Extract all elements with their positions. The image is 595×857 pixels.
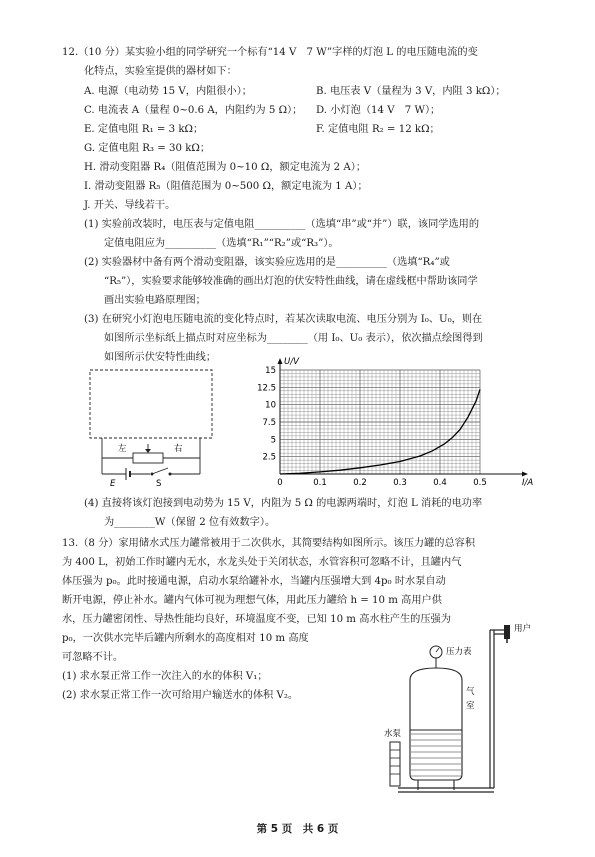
y-tick-label: 7.5 <box>262 418 276 428</box>
y-axis-arrow <box>278 358 283 364</box>
equip-d: D. 小灯泡（14 V 7 W）； <box>316 105 441 116</box>
x-tick-label: 0.1 <box>313 478 327 488</box>
q13-part2: (2) 求水泵正常工作一次可给用户输送水的体积 V₂。 <box>62 690 299 701</box>
x-axis-arrow <box>522 472 528 477</box>
equip-c: C. 电流表 A（量程 0~0.6 A，内阻约为 5 Ω）； <box>84 105 303 116</box>
ui-curve-chart <box>250 354 550 494</box>
x-tick-label: 0.2 <box>353 478 367 488</box>
equip-f: F. 定值电阻 R₂ = 12 kΩ； <box>316 124 440 135</box>
equip-b: B. 电压表 V（量程为 3 V，内阻 3 kΩ）； <box>316 86 506 97</box>
y-tick-label: 15 <box>265 366 276 376</box>
q12-stem-line2: 化特点，实验室提供的器材如下： <box>84 66 237 77</box>
tank-body <box>410 668 462 780</box>
switch-symbol <box>152 468 168 474</box>
q13-line4: 断开电源，停止补水。罐内气体可视为理想气体，用此压力罐给 h = 10 m 高用户供 <box>62 595 442 606</box>
q13-line3: 体压强为 p₀。此时接通电源，启动水泵给罐补水，当罐内压强增大到 4p₀ 时水泵自动 <box>62 576 446 587</box>
q13-line6: p₀，一次供水完毕后罐内所剩水的高度相对 10 m 高度 <box>62 633 309 644</box>
q13-line5: 水，压力罐密闭性、导热性能均良好，环境温度不变，已知 10 m 高水柱产生的压强为 <box>62 614 451 625</box>
equip-j: J. 开关、导线若干。 <box>84 200 176 211</box>
page-footer: 第 5 页 共 6 页 <box>256 823 339 835</box>
q12-part4-line1: (4) 直接将该灯泡接到电动势为 15 V，内阻为 5 Ω 的电源两端时，灯泡 L 消耗的电功率 <box>84 498 483 509</box>
q12-part3-line3: 如图所示伏安特性曲线； <box>104 352 217 363</box>
equip-g: G. 定值电阻 R₃ = 30 kΩ； <box>84 143 211 154</box>
faucet-icon <box>504 625 510 639</box>
label-air-1: 气 <box>466 687 475 697</box>
label-left: 左 <box>118 444 127 454</box>
label-right: 右 <box>174 444 183 454</box>
equip-i: I. 滑动变阻器 R₅（阻值范围为 0~500 Ω，额定电流为 1 A）； <box>84 181 368 192</box>
rheostat-symbol <box>133 453 163 463</box>
y-tick-label: 12.5 <box>257 383 276 394</box>
label-air-2: 室 <box>466 701 475 711</box>
x-tick-label: 0.4 <box>433 478 447 488</box>
y-axis-label: U/V <box>284 357 299 367</box>
pump-icon <box>390 742 400 786</box>
label-e: E <box>110 479 116 488</box>
q12-part1-line1: (1) 实验前改装时，电压表与定值电阻__________（选填“串”或“并”）联，该同学选用的 <box>84 219 480 230</box>
x-tick-label: 0 <box>277 478 283 488</box>
q12-part2-line3: 画出实验电路原理图； <box>104 295 206 306</box>
q12-part2-line1: (2) 实验器材中备有两个滑动变阻器，该实验应选用的是__________（选填“R₄”或 <box>84 257 450 268</box>
pressure-tank-diagram <box>384 622 544 802</box>
y-tick-label: 5 <box>270 435 276 446</box>
q12-part3-line2: 如图所示坐标纸上描点时对应坐标为________（用 I₀、U₀ 表示），依次描点绘图得到 <box>104 333 483 344</box>
q12-part1-line2: 定值电阻应为__________（选填“R₁”“R₂”或“R₃”）。 <box>104 238 339 249</box>
label-pump: 水泵 <box>384 729 402 739</box>
label-user: 用户 <box>514 624 532 634</box>
q12-part2-line2: “R₅”），实验要求能够较准确的画出灯泡的伏安特性曲线，请在虚线框中帮助该同学 <box>104 276 478 287</box>
circuit-diagram <box>88 368 238 488</box>
x-axis-label: I/A <box>522 478 534 488</box>
label-gauge: 压力表 <box>446 647 472 657</box>
q13-line2: 为 400 L，初始工作时罐内无水，水龙头处于关闭状态，水管容积可忽略不计，且罐内气 <box>62 557 462 568</box>
q12-stem-line1: 12.（10 分）某实验小组的同学研究一个标有“14 V 7 W”字样的灯泡 L 的电压随电流的变 <box>62 47 478 58</box>
equip-e: E. 定值电阻 R₁ = 3 kΩ； <box>84 124 204 135</box>
q12-part4-line2: 为________W（保留 2 位有效数字）。 <box>104 517 276 528</box>
circuit-dashed-box <box>90 370 212 438</box>
q13-part1: (1) 求水泵正常工作一次注入的水的体积 V₁； <box>62 671 268 682</box>
x-tick-label: 0.3 <box>393 478 407 488</box>
equip-h: H. 滑动变阻器 R₄（阻值范围为 0~10 Ω，额定电流为 2 A）； <box>84 162 367 173</box>
q13-line7: 可忽略不计。 <box>62 652 124 663</box>
equip-a: A. 电源（电动势 15 V，内阻很小）； <box>84 86 252 97</box>
q13-line1: 13.（8 分）家用储水式压力罐常被用于二次供水，其简要结构如图所示。该压力罐的总容积 <box>62 538 476 549</box>
q12-part3-line1: (3) 在研究小灯泡电压随电流的变化特点时，若某次读取电流、电压分别为 I₀、U₀，则在 <box>84 314 483 325</box>
y-tick-label: 2.5 <box>262 452 276 463</box>
x-tick-label: 0.5 <box>473 478 487 488</box>
label-s: S <box>156 479 162 488</box>
y-tick-label: 10 <box>265 400 276 411</box>
